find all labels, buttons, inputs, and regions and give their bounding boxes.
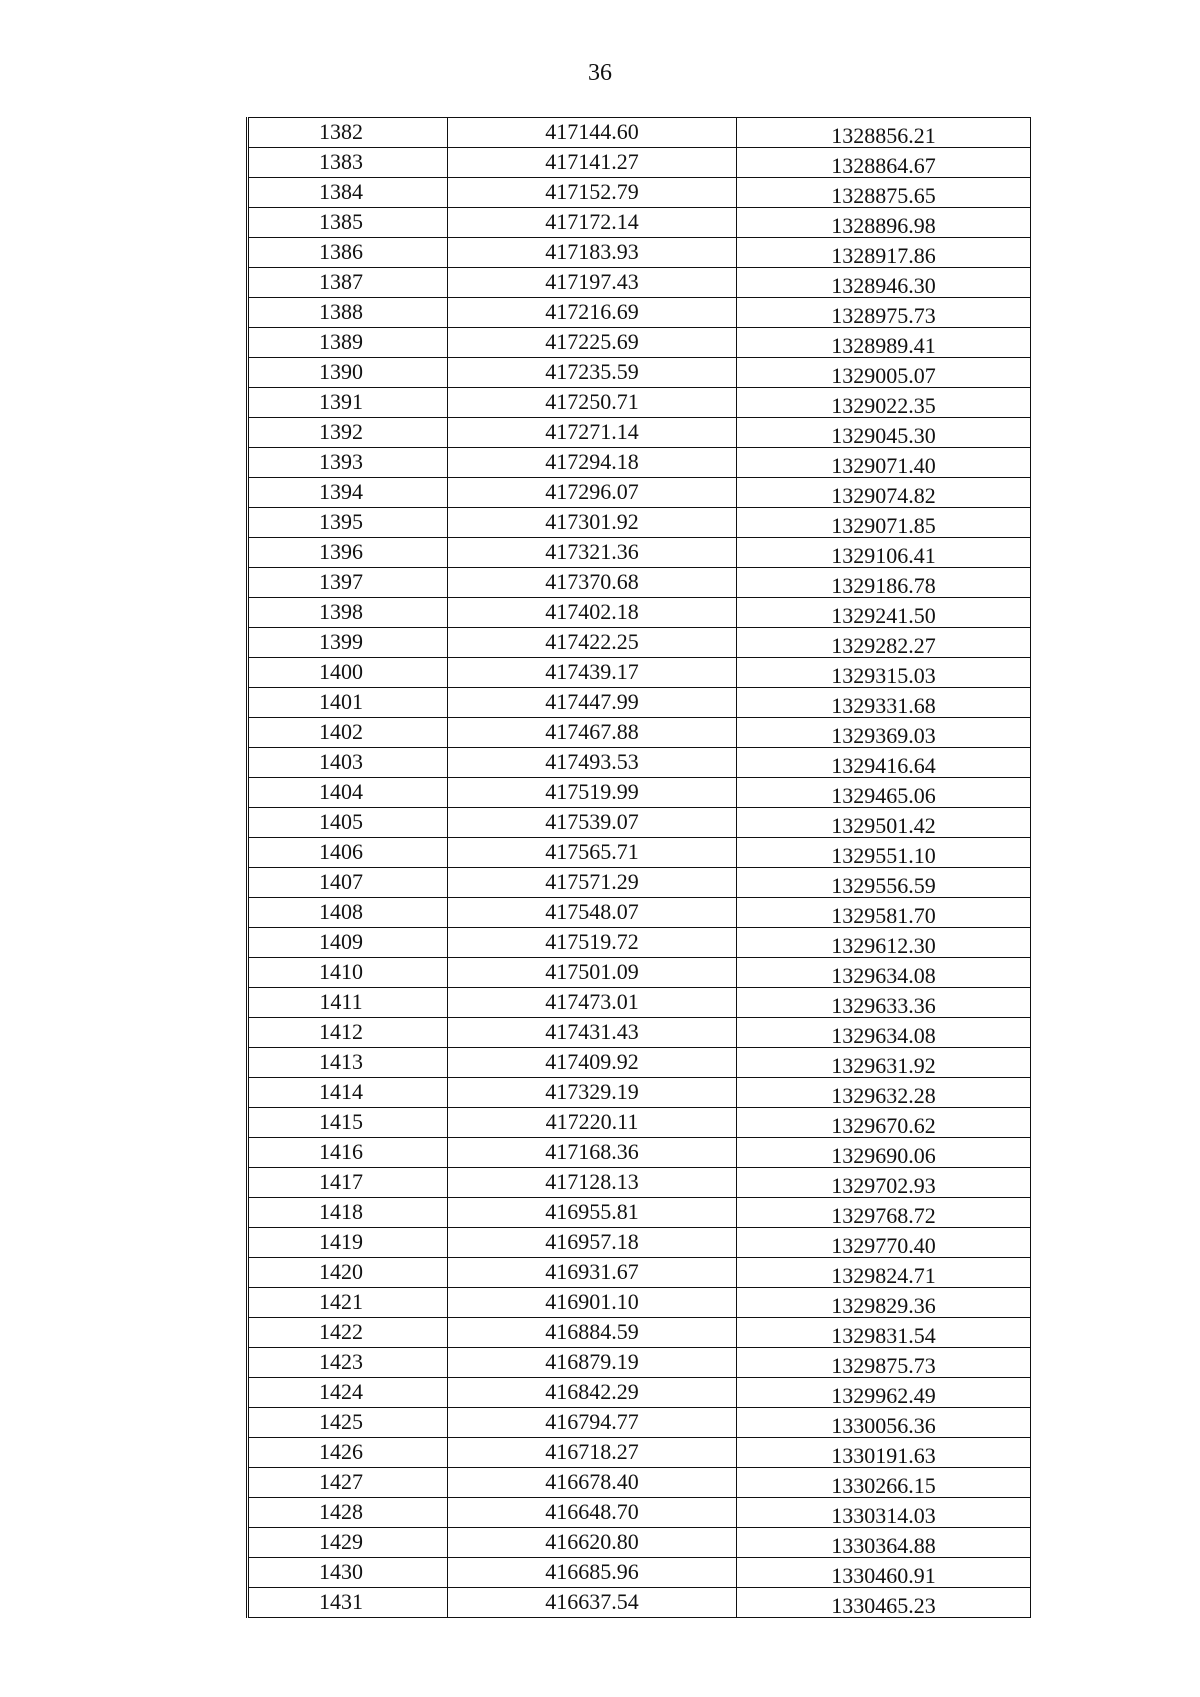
table-row [248, 568, 1031, 598]
table-row [248, 1258, 1031, 1288]
y-coordinate-cell: 1329241.50 [737, 598, 1031, 628]
y-coordinate-cell: 1328989.41 [737, 328, 1031, 358]
x-coordinate-cell: 417431.43 [448, 1018, 737, 1048]
x-coordinate-cell: 417565.71 [448, 838, 737, 868]
x-coordinate-cell: 417402.18 [448, 598, 737, 628]
y-coordinate-cell: 1330266.15 [737, 1468, 1031, 1498]
y-coordinate-cell: 1329768.72 [737, 1198, 1031, 1228]
x-coordinate-cell: 416718.27 [448, 1438, 737, 1468]
table-row [248, 1408, 1031, 1438]
table-row [248, 1318, 1031, 1348]
y-coordinate-cell: 1329824.71 [737, 1258, 1031, 1288]
point-number-cell: 1385 [248, 208, 448, 238]
point-number-cell: 1421 [248, 1288, 448, 1318]
y-coordinate-cell: 1329829.36 [737, 1288, 1031, 1318]
x-coordinate-cell: 416842.29 [448, 1378, 737, 1408]
x-coordinate-cell: 417409.92 [448, 1048, 737, 1078]
y-coordinate-cell: 1329875.73 [737, 1348, 1031, 1378]
table-row [248, 1228, 1031, 1258]
point-number-cell: 1383 [248, 148, 448, 178]
y-coordinate-cell: 1328864.67 [737, 148, 1031, 178]
y-coordinate-cell: 1329702.93 [737, 1168, 1031, 1198]
y-coordinate-cell: 1330465.23 [737, 1588, 1031, 1618]
y-coordinate-cell: 1329632.28 [737, 1078, 1031, 1108]
x-coordinate-cell: 416955.81 [448, 1198, 737, 1228]
table-row [248, 418, 1031, 448]
point-number-cell: 1397 [248, 568, 448, 598]
table-row [248, 958, 1031, 988]
point-number-cell: 1423 [248, 1348, 448, 1378]
y-coordinate-cell: 1329369.03 [737, 718, 1031, 748]
point-number-cell: 1408 [248, 898, 448, 928]
point-number-cell: 1389 [248, 328, 448, 358]
y-coordinate-cell: 1329633.36 [737, 988, 1031, 1018]
x-coordinate-cell: 417294.18 [448, 448, 737, 478]
x-coordinate-cell: 417422.25 [448, 628, 737, 658]
point-number-cell: 1406 [248, 838, 448, 868]
table-row [248, 688, 1031, 718]
point-number-cell: 1409 [248, 928, 448, 958]
y-coordinate-cell: 1329634.08 [737, 1018, 1031, 1048]
y-coordinate-cell: 1329670.62 [737, 1108, 1031, 1138]
point-number-cell: 1386 [248, 238, 448, 268]
point-number-cell: 1425 [248, 1408, 448, 1438]
table-row [248, 448, 1031, 478]
y-coordinate-cell: 1329315.03 [737, 658, 1031, 688]
point-number-cell: 1428 [248, 1498, 448, 1528]
table-row [248, 178, 1031, 208]
point-number-cell: 1414 [248, 1078, 448, 1108]
x-coordinate-cell: 417152.79 [448, 178, 737, 208]
point-number-cell: 1387 [248, 268, 448, 298]
x-coordinate-cell: 417519.72 [448, 928, 737, 958]
table-row [248, 658, 1031, 688]
y-coordinate-cell: 1329551.10 [737, 838, 1031, 868]
x-coordinate-cell: 417271.14 [448, 418, 737, 448]
point-number-cell: 1404 [248, 778, 448, 808]
x-coordinate-cell: 416637.54 [448, 1588, 737, 1618]
table-row [248, 628, 1031, 658]
point-number-cell: 1430 [248, 1558, 448, 1588]
point-number-cell: 1426 [248, 1438, 448, 1468]
y-coordinate-cell: 1329962.49 [737, 1378, 1031, 1408]
table-row [248, 1588, 1031, 1618]
table-row [248, 868, 1031, 898]
y-coordinate-cell: 1329074.82 [737, 478, 1031, 508]
point-number-cell: 1396 [248, 538, 448, 568]
point-number-cell: 1382 [248, 118, 448, 148]
point-number-cell: 1392 [248, 418, 448, 448]
table-row [248, 538, 1031, 568]
table-row [248, 358, 1031, 388]
x-coordinate-cell: 417447.99 [448, 688, 737, 718]
table-row [248, 388, 1031, 418]
y-coordinate-cell: 1329071.40 [737, 448, 1031, 478]
point-number-cell: 1399 [248, 628, 448, 658]
point-number-cell: 1393 [248, 448, 448, 478]
x-coordinate-cell: 417473.01 [448, 988, 737, 1018]
x-coordinate-cell: 416879.19 [448, 1348, 737, 1378]
point-number-cell: 1424 [248, 1378, 448, 1408]
point-number-cell: 1391 [248, 388, 448, 418]
x-coordinate-cell: 416678.40 [448, 1468, 737, 1498]
point-number-cell: 1402 [248, 718, 448, 748]
table-row [248, 1378, 1031, 1408]
x-coordinate-cell: 417571.29 [448, 868, 737, 898]
point-number-cell: 1416 [248, 1138, 448, 1168]
point-number-cell: 1419 [248, 1228, 448, 1258]
x-coordinate-cell: 416620.80 [448, 1528, 737, 1558]
x-coordinate-cell: 417439.17 [448, 658, 737, 688]
x-coordinate-cell: 417301.92 [448, 508, 737, 538]
point-number-cell: 1413 [248, 1048, 448, 1078]
x-coordinate-cell: 416648.70 [448, 1498, 737, 1528]
x-coordinate-cell: 417493.53 [448, 748, 737, 778]
y-coordinate-cell: 1329690.06 [737, 1138, 1031, 1168]
table-row [248, 268, 1031, 298]
point-number-cell: 1412 [248, 1018, 448, 1048]
table-row [248, 1438, 1031, 1468]
table-row [248, 1468, 1031, 1498]
point-number-cell: 1411 [248, 988, 448, 1018]
x-coordinate-cell: 417144.60 [448, 118, 737, 148]
table-row [248, 508, 1031, 538]
point-number-cell: 1431 [248, 1588, 448, 1618]
page-number: 36 [588, 60, 612, 86]
y-coordinate-cell: 1329022.35 [737, 388, 1031, 418]
table-row [248, 778, 1031, 808]
x-coordinate-cell: 417220.11 [448, 1108, 737, 1138]
table-row [248, 1078, 1031, 1108]
y-coordinate-cell: 1329581.70 [737, 898, 1031, 928]
table-row [248, 1558, 1031, 1588]
y-coordinate-cell: 1329556.59 [737, 868, 1031, 898]
table-row [248, 238, 1031, 268]
y-coordinate-cell: 1328856.21 [737, 118, 1031, 148]
y-coordinate-cell: 1328917.86 [737, 238, 1031, 268]
point-number-cell: 1395 [248, 508, 448, 538]
x-coordinate-cell: 417141.27 [448, 148, 737, 178]
point-number-cell: 1420 [248, 1258, 448, 1288]
y-coordinate-cell: 1329831.54 [737, 1318, 1031, 1348]
y-coordinate-cell: 1329071.85 [737, 508, 1031, 538]
point-number-cell: 1398 [248, 598, 448, 628]
table-row [248, 478, 1031, 508]
table-row [248, 598, 1031, 628]
table-row [248, 748, 1031, 778]
y-coordinate-cell: 1328975.73 [737, 298, 1031, 328]
coordinates-table [246, 117, 1031, 1618]
point-number-cell: 1405 [248, 808, 448, 838]
y-coordinate-cell: 1329331.68 [737, 688, 1031, 718]
y-coordinate-cell: 1328896.98 [737, 208, 1031, 238]
y-coordinate-cell: 1328875.65 [737, 178, 1031, 208]
y-coordinate-cell: 1329465.06 [737, 778, 1031, 808]
x-coordinate-cell: 417321.36 [448, 538, 737, 568]
table-row [248, 808, 1031, 838]
y-coordinate-cell: 1330056.36 [737, 1408, 1031, 1438]
x-coordinate-cell: 417467.88 [448, 718, 737, 748]
table-row [248, 1018, 1031, 1048]
y-coordinate-cell: 1329634.08 [737, 958, 1031, 988]
y-coordinate-cell: 1329045.30 [737, 418, 1031, 448]
coordinates-table-body [248, 118, 1031, 1618]
table-row [248, 1348, 1031, 1378]
x-coordinate-cell: 417539.07 [448, 808, 737, 838]
x-coordinate-cell: 417296.07 [448, 478, 737, 508]
point-number-cell: 1401 [248, 688, 448, 718]
y-coordinate-cell: 1330364.88 [737, 1528, 1031, 1558]
x-coordinate-cell: 417329.19 [448, 1078, 737, 1108]
table-row [248, 898, 1031, 928]
x-coordinate-cell: 416931.67 [448, 1258, 737, 1288]
point-number-cell: 1400 [248, 658, 448, 688]
y-coordinate-cell: 1330460.91 [737, 1558, 1031, 1588]
x-coordinate-cell: 417128.13 [448, 1168, 737, 1198]
table-row [248, 838, 1031, 868]
point-number-cell: 1384 [248, 178, 448, 208]
point-number-cell: 1407 [248, 868, 448, 898]
point-number-cell: 1388 [248, 298, 448, 328]
x-coordinate-cell: 417501.09 [448, 958, 737, 988]
x-coordinate-cell: 417225.69 [448, 328, 737, 358]
y-coordinate-cell: 1329005.07 [737, 358, 1031, 388]
x-coordinate-cell: 416901.10 [448, 1288, 737, 1318]
x-coordinate-cell: 416685.96 [448, 1558, 737, 1588]
y-coordinate-cell: 1329501.42 [737, 808, 1031, 838]
x-coordinate-cell: 416794.77 [448, 1408, 737, 1438]
point-number-cell: 1417 [248, 1168, 448, 1198]
point-number-cell: 1422 [248, 1318, 448, 1348]
table-row [248, 988, 1031, 1018]
y-coordinate-cell: 1329282.27 [737, 628, 1031, 658]
x-coordinate-cell: 417197.43 [448, 268, 737, 298]
y-coordinate-cell: 1329186.78 [737, 568, 1031, 598]
table-row [248, 298, 1031, 328]
y-coordinate-cell: 1330314.03 [737, 1498, 1031, 1528]
point-number-cell: 1410 [248, 958, 448, 988]
table-row [248, 718, 1031, 748]
table-row [248, 1108, 1031, 1138]
y-coordinate-cell: 1329416.64 [737, 748, 1031, 778]
y-coordinate-cell: 1330191.63 [737, 1438, 1031, 1468]
table-row [248, 1288, 1031, 1318]
x-coordinate-cell: 416884.59 [448, 1318, 737, 1348]
y-coordinate-cell: 1328946.30 [737, 268, 1031, 298]
point-number-cell: 1394 [248, 478, 448, 508]
y-coordinate-cell: 1329106.41 [737, 538, 1031, 568]
x-coordinate-cell: 417216.69 [448, 298, 737, 328]
table-row [248, 1498, 1031, 1528]
table-row [248, 928, 1031, 958]
y-coordinate-cell: 1329770.40 [737, 1228, 1031, 1258]
x-coordinate-cell: 417172.14 [448, 208, 737, 238]
point-number-cell: 1418 [248, 1198, 448, 1228]
point-number-cell: 1427 [248, 1468, 448, 1498]
x-coordinate-cell: 417250.71 [448, 388, 737, 418]
table-row [248, 1048, 1031, 1078]
y-coordinate-cell: 1329631.92 [737, 1048, 1031, 1078]
x-coordinate-cell: 416957.18 [448, 1228, 737, 1258]
table-row [248, 118, 1031, 148]
table-row [248, 1528, 1031, 1558]
table-row [248, 1168, 1031, 1198]
point-number-cell: 1390 [248, 358, 448, 388]
point-number-cell: 1429 [248, 1528, 448, 1558]
point-number-cell: 1415 [248, 1108, 448, 1138]
x-coordinate-cell: 417519.99 [448, 778, 737, 808]
table-row [248, 208, 1031, 238]
x-coordinate-cell: 417548.07 [448, 898, 737, 928]
table-row [248, 148, 1031, 178]
x-coordinate-cell: 417168.36 [448, 1138, 737, 1168]
table-row [248, 1198, 1031, 1228]
x-coordinate-cell: 417183.93 [448, 238, 737, 268]
table-row [248, 328, 1031, 358]
point-number-cell: 1403 [248, 748, 448, 778]
table-row [248, 1138, 1031, 1168]
y-coordinate-cell: 1329612.30 [737, 928, 1031, 958]
x-coordinate-cell: 417235.59 [448, 358, 737, 388]
x-coordinate-cell: 417370.68 [448, 568, 737, 598]
